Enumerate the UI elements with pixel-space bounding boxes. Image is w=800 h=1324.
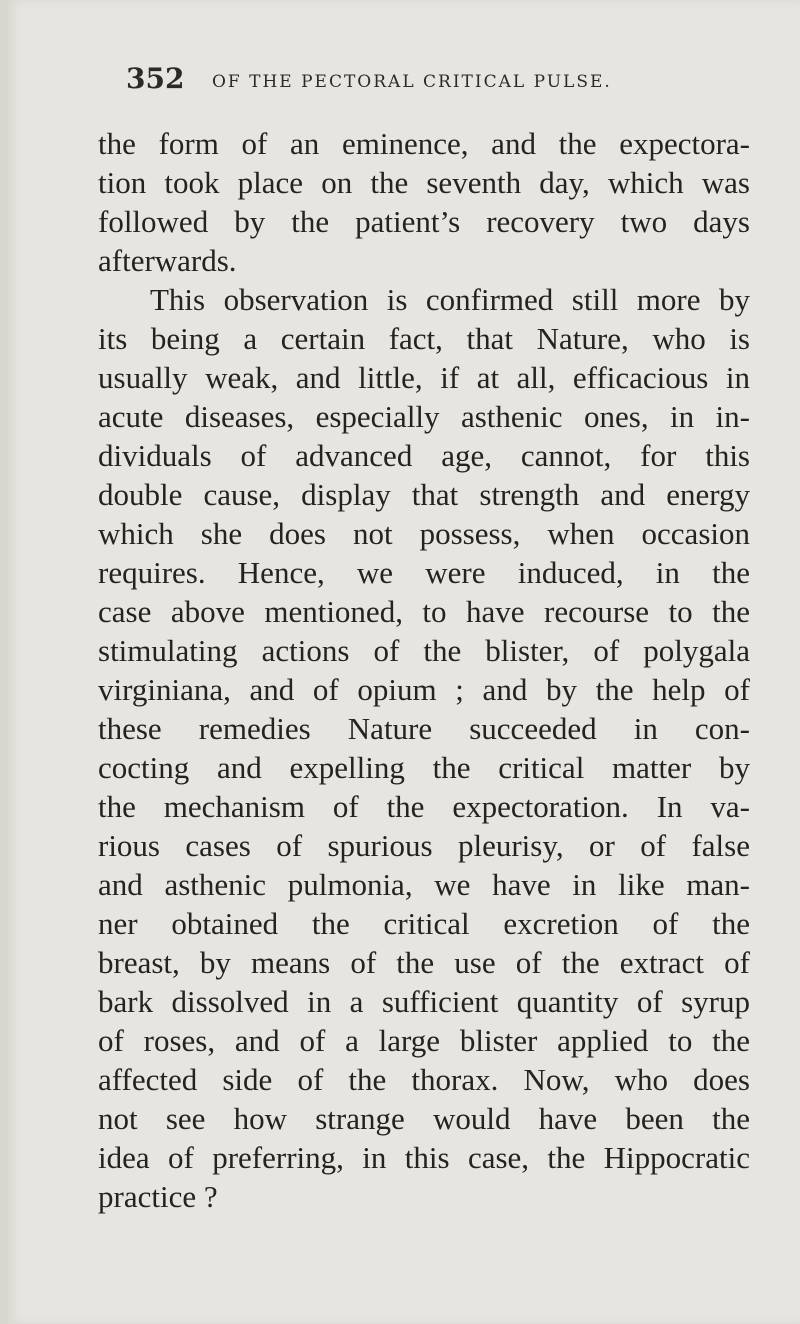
- text-line: cocting and expelling the critical matter by: [98, 750, 750, 785]
- text-line: tion took place on the seventh day, which was: [98, 165, 750, 200]
- text-line: virginiana, and of opium ; and by the help of: [98, 672, 750, 707]
- running-title: OF THE PECTORAL CRITICAL PULSE.: [212, 72, 612, 92]
- text-line: the mechanism of the expectoration. In va-: [98, 789, 750, 824]
- running-head: [118, 62, 758, 102]
- text-line: usually weak, and little, if at all, efficacious in: [98, 360, 750, 395]
- text-line: not see how strange would have been the: [98, 1101, 750, 1136]
- text-line: case above mentioned, to have recourse to the: [98, 594, 750, 629]
- text-line: afterwards.: [98, 243, 237, 278]
- text-line: practice ?: [98, 1179, 218, 1214]
- book-page: [8, 0, 800, 1324]
- text-line: bark dissolved in a sufficient quantity of syrup: [98, 984, 750, 1019]
- text-line: these remedies Nature succeeded in con-: [98, 711, 750, 746]
- text-line: ner obtained the critical excretion of the: [98, 906, 750, 941]
- text-line: double cause, display that strength and energy: [98, 477, 750, 512]
- text-line: requires. Hence, we were induced, in the: [98, 555, 750, 590]
- text-line: dividuals of advanced age, cannot, for this: [98, 438, 750, 473]
- body-text: [98, 124, 750, 1216]
- page-number: 352: [126, 62, 185, 95]
- text-line: and asthenic pulmonia, we have in like man-: [98, 867, 750, 902]
- text-line: affected side of the thorax. Now, who does: [98, 1062, 750, 1097]
- text-line: of roses, and of a large blister applied to the: [98, 1023, 750, 1058]
- text-line: acute diseases, especially asthenic ones, in in-: [98, 399, 750, 434]
- text-line: rious cases of spurious pleurisy, or of false: [98, 828, 750, 863]
- text-line: the form of an eminence, and the expectora-: [98, 126, 750, 161]
- text-line: its being a certain fact, that Nature, who is: [98, 321, 750, 356]
- text-line: idea of preferring, in this case, the Hippocratic: [98, 1140, 750, 1175]
- paragraph-first-line: This observation is confirmed still more by: [150, 282, 750, 317]
- text-line: which she does not possess, when occasion: [98, 516, 750, 551]
- text-line: stimulating actions of the blister, of polygala: [98, 633, 750, 668]
- text-line: breast, by means of the use of the extract of: [98, 945, 750, 980]
- text-line: followed by the patient’s recovery two days: [98, 204, 750, 239]
